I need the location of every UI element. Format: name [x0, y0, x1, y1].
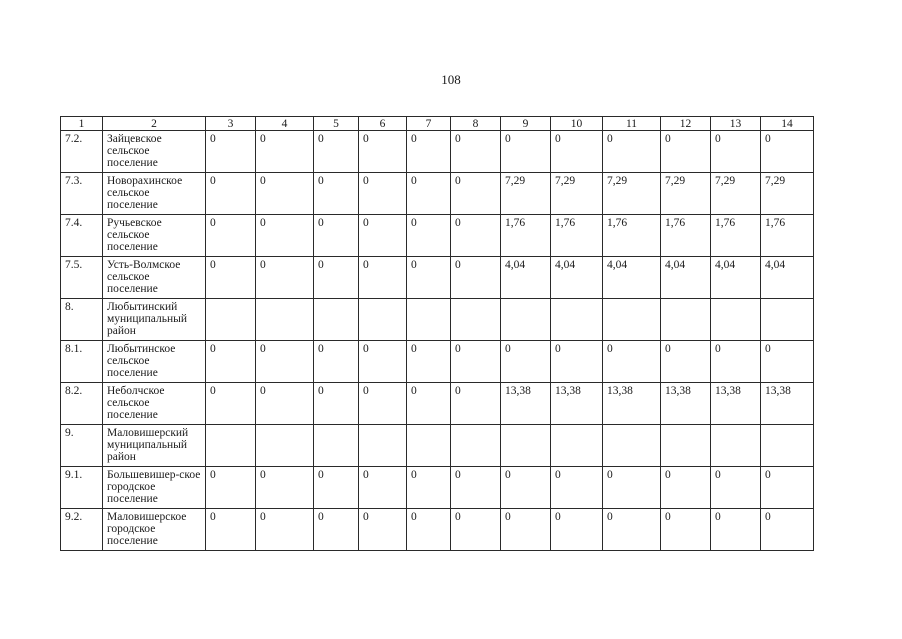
value-cell: 13,38	[551, 383, 603, 425]
settlement-name-cell: Усть-Волмское сельское поселение	[103, 257, 206, 299]
value-cell: 4,04	[711, 257, 761, 299]
row-number-cell: 7.3.	[61, 173, 103, 215]
header-cell: 14	[761, 117, 814, 131]
value-cell: 0	[407, 173, 451, 215]
value-cell	[603, 299, 661, 341]
value-cell	[407, 425, 451, 467]
row-number-cell: 9.2.	[61, 509, 103, 551]
value-cell: 0	[314, 341, 359, 383]
value-cell: 0	[206, 509, 256, 551]
value-cell	[551, 299, 603, 341]
value-cell: 0	[256, 131, 314, 173]
value-cell: 0	[501, 509, 551, 551]
header-cell: 1	[61, 117, 103, 131]
data-table	[60, 116, 814, 551]
value-cell: 0	[407, 257, 451, 299]
value-cell: 0	[551, 341, 603, 383]
value-cell	[761, 299, 814, 341]
value-cell: 0	[451, 341, 501, 383]
table-row	[61, 509, 814, 551]
value-cell: 0	[359, 257, 407, 299]
value-cell	[359, 425, 407, 467]
value-cell: 1,76	[711, 215, 761, 257]
row-number-cell: 9.1.	[61, 467, 103, 509]
row-number-cell: 7.4.	[61, 215, 103, 257]
value-cell: 4,04	[551, 257, 603, 299]
value-cell: 0	[451, 257, 501, 299]
value-cell: 0	[314, 215, 359, 257]
value-cell: 0	[206, 173, 256, 215]
value-cell: 13,38	[501, 383, 551, 425]
value-cell: 0	[551, 467, 603, 509]
value-cell: 0	[451, 173, 501, 215]
value-cell: 0	[661, 467, 711, 509]
header-row	[61, 117, 814, 131]
value-cell: 7,29	[661, 173, 711, 215]
value-cell	[551, 425, 603, 467]
value-cell: 0	[501, 341, 551, 383]
value-cell: 0	[407, 467, 451, 509]
value-cell: 0	[256, 383, 314, 425]
settlement-name-cell: Любытинский муниципальный район	[103, 299, 206, 341]
value-cell: 0	[761, 341, 814, 383]
value-cell	[711, 299, 761, 341]
header-cell: 6	[359, 117, 407, 131]
header-cell: 5	[314, 117, 359, 131]
value-cell	[451, 425, 501, 467]
settlement-name-cell: Большевишер-ское городское поселение	[103, 467, 206, 509]
value-cell: 0	[407, 341, 451, 383]
header-cell: 8	[451, 117, 501, 131]
value-cell: 0	[603, 131, 661, 173]
value-cell: 0	[359, 383, 407, 425]
value-cell: 0	[451, 215, 501, 257]
value-cell: 1,76	[661, 215, 711, 257]
value-cell: 0	[314, 509, 359, 551]
value-cell	[451, 299, 501, 341]
value-cell: 0	[711, 509, 761, 551]
value-cell: 0	[206, 383, 256, 425]
table-row	[61, 215, 814, 257]
value-cell: 0	[761, 467, 814, 509]
row-number-cell: 7.5.	[61, 257, 103, 299]
value-cell	[761, 425, 814, 467]
row-number-cell: 8.1.	[61, 341, 103, 383]
table-row	[61, 425, 814, 467]
value-cell: 0	[256, 467, 314, 509]
value-cell	[603, 425, 661, 467]
value-cell: 0	[761, 131, 814, 173]
value-cell: 0	[314, 257, 359, 299]
value-cell	[661, 299, 711, 341]
settlement-name-cell: Новорахинское сельское поселение	[103, 173, 206, 215]
value-cell: 0	[501, 131, 551, 173]
value-cell: 0	[359, 467, 407, 509]
value-cell: 0	[501, 467, 551, 509]
table-row	[61, 467, 814, 509]
value-cell	[256, 299, 314, 341]
table-row	[61, 341, 814, 383]
value-cell: 0	[206, 215, 256, 257]
value-cell: 0	[661, 341, 711, 383]
value-cell: 0	[206, 257, 256, 299]
settlement-name-cell: Неболчское сельское поселение	[103, 383, 206, 425]
value-cell: 13,38	[711, 383, 761, 425]
value-cell: 0	[761, 509, 814, 551]
value-cell: 0	[603, 509, 661, 551]
header-cell: 7	[407, 117, 451, 131]
table-row	[61, 299, 814, 341]
header-cell: 12	[661, 117, 711, 131]
value-cell: 0	[451, 509, 501, 551]
header-cell: 2	[103, 117, 206, 131]
value-cell: 0	[711, 131, 761, 173]
value-cell: 4,04	[603, 257, 661, 299]
settlement-name-cell: Маловишерский муниципальный район	[103, 425, 206, 467]
value-cell	[407, 299, 451, 341]
row-number-cell: 9.	[61, 425, 103, 467]
row-number-cell: 7.2.	[61, 131, 103, 173]
value-cell: 7,29	[551, 173, 603, 215]
header-cell: 11	[603, 117, 661, 131]
value-cell: 0	[256, 215, 314, 257]
header-cell: 4	[256, 117, 314, 131]
value-cell: 0	[206, 131, 256, 173]
value-cell: 7,29	[711, 173, 761, 215]
settlement-name-cell: Зайцевское сельское поселение	[103, 131, 206, 173]
header-cell: 10	[551, 117, 603, 131]
value-cell: 0	[359, 341, 407, 383]
value-cell: 0	[206, 467, 256, 509]
settlement-name-cell: Ручьевское сельское поселение	[103, 215, 206, 257]
value-cell: 13,38	[761, 383, 814, 425]
settlement-name-cell: Маловишерское городское поселение	[103, 509, 206, 551]
value-cell: 1,76	[603, 215, 661, 257]
value-cell: 0	[359, 215, 407, 257]
value-cell: 0	[603, 341, 661, 383]
value-cell: 0	[359, 131, 407, 173]
header-cell: 13	[711, 117, 761, 131]
value-cell	[661, 425, 711, 467]
value-cell: 13,38	[661, 383, 711, 425]
value-cell	[711, 425, 761, 467]
value-cell: 0	[661, 131, 711, 173]
header-cell: 9	[501, 117, 551, 131]
value-cell: 0	[314, 467, 359, 509]
table-row	[61, 257, 814, 299]
value-cell	[206, 299, 256, 341]
value-cell: 0	[314, 131, 359, 173]
value-cell: 0	[256, 509, 314, 551]
value-cell: 0	[407, 383, 451, 425]
value-cell	[206, 425, 256, 467]
value-cell: 0	[407, 509, 451, 551]
value-cell: 1,76	[761, 215, 814, 257]
value-cell: 7,29	[761, 173, 814, 215]
value-cell: 0	[359, 173, 407, 215]
value-cell: 4,04	[501, 257, 551, 299]
value-cell: 4,04	[661, 257, 711, 299]
settlement-name-cell: Любытинское сельское поселение	[103, 341, 206, 383]
value-cell: 0	[407, 131, 451, 173]
value-cell: 0	[711, 467, 761, 509]
value-cell: 0	[451, 131, 501, 173]
page-number: 108	[441, 72, 461, 87]
value-cell: 7,29	[603, 173, 661, 215]
value-cell: 0	[551, 509, 603, 551]
header-cell: 3	[206, 117, 256, 131]
value-cell: 0	[314, 173, 359, 215]
value-cell	[359, 299, 407, 341]
value-cell: 0	[711, 341, 761, 383]
table-row	[61, 173, 814, 215]
value-cell: 0	[314, 383, 359, 425]
row-number-cell: 8.2.	[61, 383, 103, 425]
value-cell: 0	[206, 341, 256, 383]
table-body	[61, 117, 814, 551]
value-cell: 0	[359, 509, 407, 551]
value-cell	[314, 425, 359, 467]
value-cell: 0	[603, 467, 661, 509]
value-cell: 1,76	[501, 215, 551, 257]
value-cell: 7,29	[501, 173, 551, 215]
value-cell: 0	[256, 173, 314, 215]
value-cell	[314, 299, 359, 341]
value-cell: 0	[256, 341, 314, 383]
table-row	[61, 131, 814, 173]
value-cell: 0	[407, 215, 451, 257]
value-cell	[256, 425, 314, 467]
value-cell: 4,04	[761, 257, 814, 299]
table-row	[61, 383, 814, 425]
value-cell: 0	[256, 257, 314, 299]
value-cell	[501, 299, 551, 341]
value-cell: 0	[451, 467, 501, 509]
value-cell	[501, 425, 551, 467]
value-cell: 0	[451, 383, 501, 425]
row-number-cell: 8.	[61, 299, 103, 341]
value-cell: 0	[661, 509, 711, 551]
value-cell: 13,38	[603, 383, 661, 425]
value-cell: 0	[551, 131, 603, 173]
value-cell: 1,76	[551, 215, 603, 257]
